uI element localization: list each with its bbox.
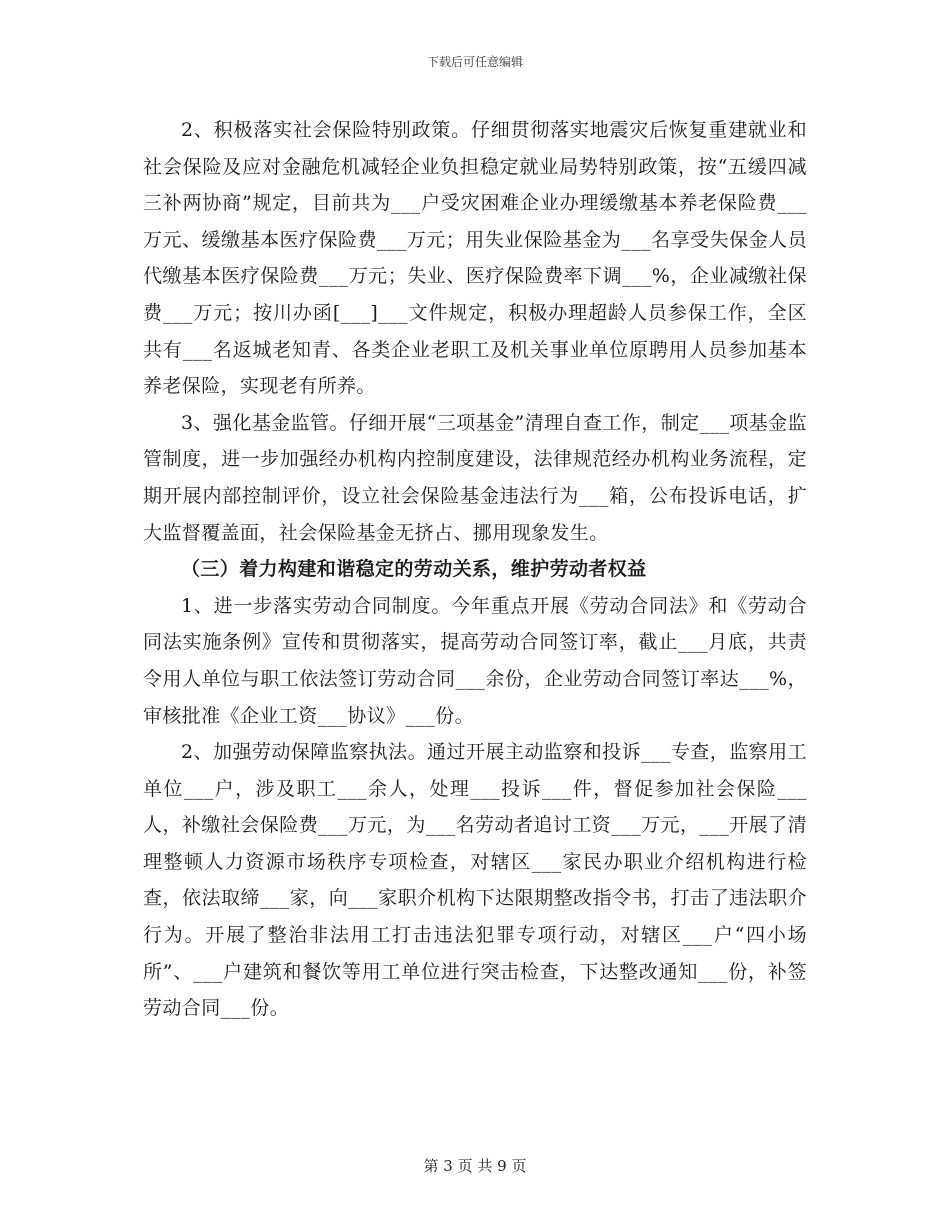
- paragraph-labor-inspection: 2、加强劳动保障监察执法。通过开展主动监察和投诉___专查，监察用工单位___户，涉及职工___余人，处理___投诉___件，督促参加社会保险___人，补缴社会保险费___万元，为___名劳动者追讨工资___万元，___开展了清理整顿人力资源市场秩序专项检查，对辖区___家民办职业介绍机构进行检查，依法取缔___家，向___家职介机构下达限期整改指令书，打击了违法职介行为。开展了整治非法用工打击违法犯罪专项行动，对辖区___户“四小场所”、___户建筑和餐饮等用工单位进行突击检查，下达整改通知___份，补签劳动合同___份。: [143, 741, 807, 1020]
- page-header: 下载后可任意编辑: [426, 55, 523, 69]
- page-number: 第 3 页 共 9 页: [423, 1157, 527, 1175]
- document-body: [143, 112, 807, 1027]
- paragraph-social-insurance-policy: 2、积极落实社会保险特别政策。仔细贯彻落实地震灾后恢复重建就业和社会保险及应对金融危机减轻企业负担稳定就业局势特别政策，按“五缓四减三补两协商”规定，目前共为___户受灾困难企业办理缓缴基本养老保险费___万元、缓缴基本医疗保险费___万元；用失业保险基金为___名享受失保金人员代缴基本医疗保险费___万元；失业、医疗保险费率下调___%，企业减缴社保费___万元；按川办函[___]___文件规定，积极办理超龄人员参保工作，全区共有___名返城老知青、各类企业老职工及机关事业单位原聘用人员参加基本养老保险，实现老有所养。: [143, 119, 807, 398]
- section-heading-labor-relations: （三）着力构建和谐稳定的劳动关系，维护劳动者权益: [181, 558, 647, 581]
- paragraph-fund-supervision: 3、强化基金监管。仔细开展“三项基金”清理自查工作，制定___项基金监管制度，进一步加强经办机构内控制度建设，法律规范经办机构业务流程，定期开展内部控制评价，设立社会保险基金违法行为___箱，公布投诉电话，扩大监督覆盖面，社会保险基金无挤占、挪用现象发生。: [143, 411, 807, 544]
- paragraph-labor-contract: 1、进一步落实劳动合同制度。今年重点开展《劳动合同法》和《劳动合同法实施条例》宣传和贯彻落实，提高劳动合同签订率，截止___月底，共责令用人单位与职工依法签订劳动合同___余份，企业劳动合同签订率达___%，审核批准《企业工资___协议》___份。: [143, 594, 807, 727]
